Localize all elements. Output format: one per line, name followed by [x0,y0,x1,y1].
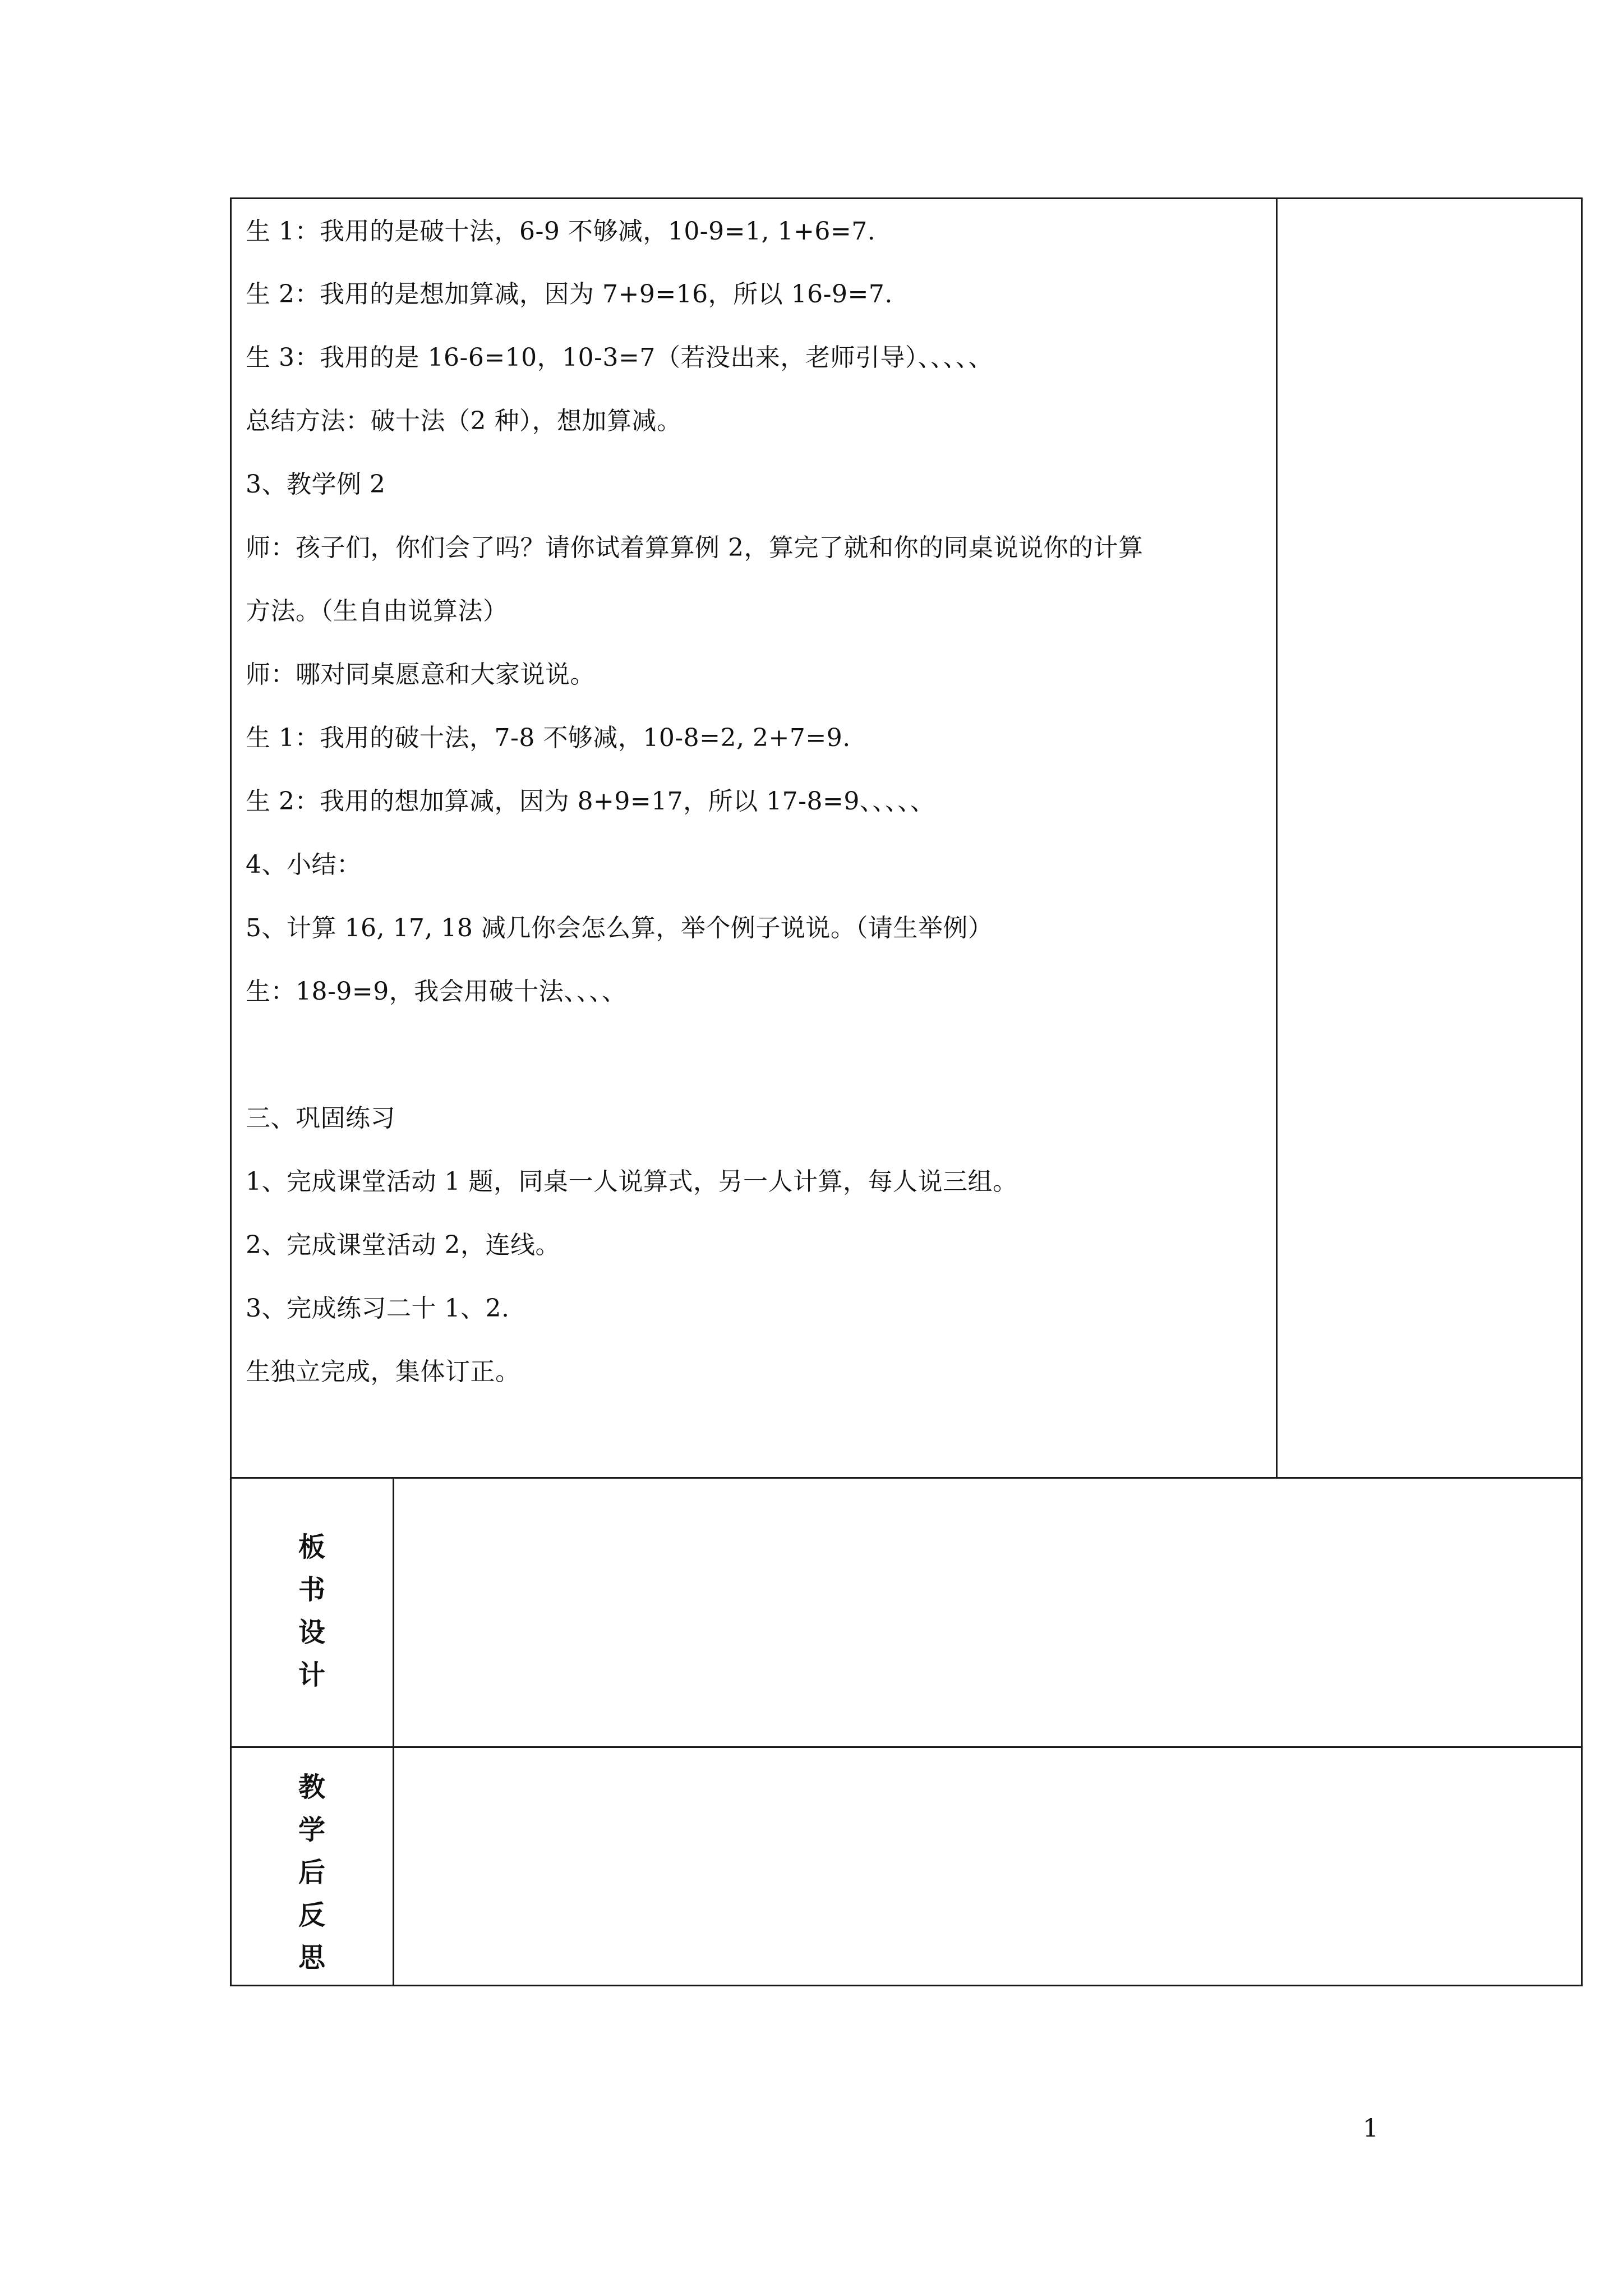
content-line: 师：哪对同桌愿意和大家说说。 [246,660,595,689]
board-design-area [395,1480,1580,1745]
reflection-label-char: 教 [298,1772,325,1803]
reflection-label-char: 学 [298,1814,325,1846]
content-line: 生 2：我用的是想加算减，因为 7+9=16，所以 16-9=7. [246,280,893,309]
table-top-border [230,197,1583,199]
table-row-divider-1 [230,1477,1583,1479]
board-design-label-char: 计 [298,1659,325,1691]
table-row-divider-2 [230,1746,1583,1748]
reflection-label-char: 反 [298,1899,325,1931]
page-number: 1 [1363,2114,1378,2143]
reflection-label-char: 后 [298,1857,325,1888]
board-design-label-char: 书 [298,1574,325,1605]
content-line: 4、小结： [246,850,362,879]
reflection-area [395,1749,1580,1984]
content-line: 3、教学例 2 [246,470,386,499]
content-line: 生 2：我用的想加算减，因为 8+9=17，所以 17-8=9、、、、、 [246,787,935,816]
board-design-label [264,1526,359,1696]
content-line: 生 1：我用的是破十法，6-9 不够减，10-9=1, 1+6=7. [246,217,876,246]
board-design-label-char: 板 [298,1531,325,1563]
content-line: 方法。（生自由说算法） [246,597,508,625]
content-line: 总结方法：破十法（2 种），想加算减。 [246,407,682,435]
section-heading: 三、巩固练习 [246,1104,395,1133]
content-line: 生独立完成，集体订正。 [246,1358,520,1386]
reflection-label-char: 思 [298,1942,325,1973]
content-line: 2、完成课堂活动 2，连线。 [246,1231,560,1259]
content-line: 1、完成课堂活动 1 题，同桌一人说算式，另一人计算，每人说三组。 [246,1167,1018,1196]
content-line: 生：18-9=9，我会用破十法、、、、 [246,977,627,1006]
board-design-label-char: 设 [298,1617,325,1648]
table-left-border [230,197,232,1986]
label-column-divider [393,1477,394,1986]
content-line: 生 3：我用的是 16-6=10，10-3=7（若没出来，老师引导）、、、、、 [246,343,993,372]
content-line: 5、计算 16, 17, 18 减几你会怎么算，举个例子说说。（请生举例） [246,914,993,942]
content-line: 师：孩子们，你们会了吗？请你试着算算例 2，算完了就和你的同桌说说你的计算 [246,533,1144,562]
content-line: 3、完成练习二十 1、2. [246,1294,510,1323]
content-line: 生 1：我用的破十法，7-8 不够减，10-8=2, 2+7=9. [246,724,851,752]
reflection-label [264,1766,359,1979]
table-bottom-border [230,1985,1583,1986]
table-right-border [1581,197,1583,1986]
content-notes-divider [1276,197,1278,1479]
